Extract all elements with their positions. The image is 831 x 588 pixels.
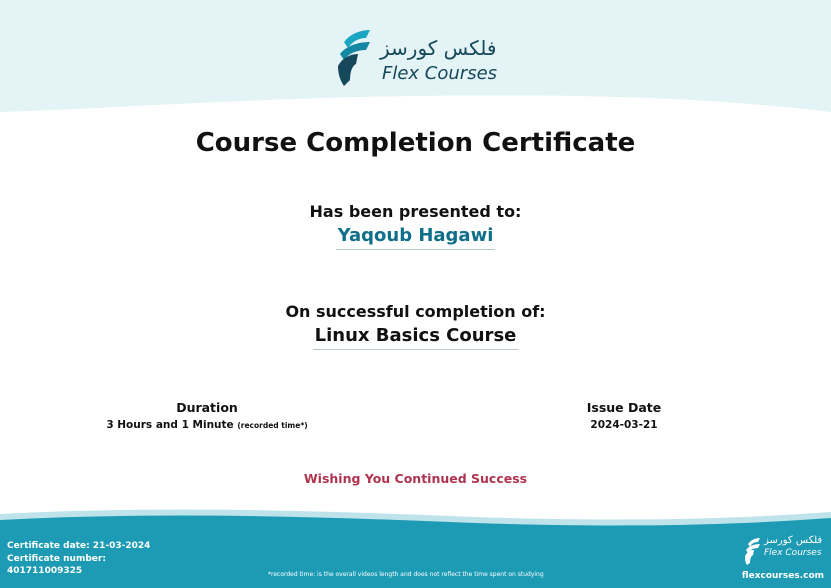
website-link[interactable]: flexcourses.com	[741, 571, 824, 581]
completion-label: On successful completion of:	[285, 302, 546, 321]
logo-arabic-text: فلكس كورسز	[380, 36, 497, 60]
issue-date-value: 2024-03-21	[590, 419, 658, 431]
recipient-name: Yaqoub Hagawi	[336, 225, 496, 250]
recorded-time-footnote: *recorded time: is the overall videos length and does not reflect the time spent on studying	[268, 571, 544, 578]
duration-value-row	[100, 419, 314, 431]
issue-date-label: Issue Date	[586, 400, 662, 415]
recipient-wrapper	[0, 225, 831, 250]
presented-label: Has been presented to:	[309, 202, 522, 221]
footer-logo-arabic: فلكس كورسز	[764, 535, 823, 546]
certificate-info	[7, 540, 150, 578]
course-wrapper	[0, 325, 831, 350]
duration-note: (recorded time*)	[237, 421, 308, 430]
flex-logo-icon	[336, 22, 376, 86]
footer-logo-icon	[744, 535, 762, 565]
wish-text: Wishing You Continued Success	[303, 471, 528, 486]
duration-label: Duration	[176, 400, 238, 415]
certificate-number: 401711009325	[7, 566, 83, 576]
footer-logo	[744, 533, 824, 567]
flex-courses-logo	[336, 22, 501, 86]
logo-english-text: Flex Courses	[382, 63, 498, 84]
certificate-date: Certificate date: 21-03-2024	[7, 541, 151, 551]
course-name: Linux Basics Course	[313, 325, 519, 350]
certificate-number-label: Certificate number:	[7, 553, 106, 564]
footer-logo-english: Flex Courses	[764, 548, 822, 558]
certificate-title: Course Completion Certificate	[195, 128, 636, 158]
duration-value: 3 Hours and 1 Minute	[106, 419, 234, 431]
